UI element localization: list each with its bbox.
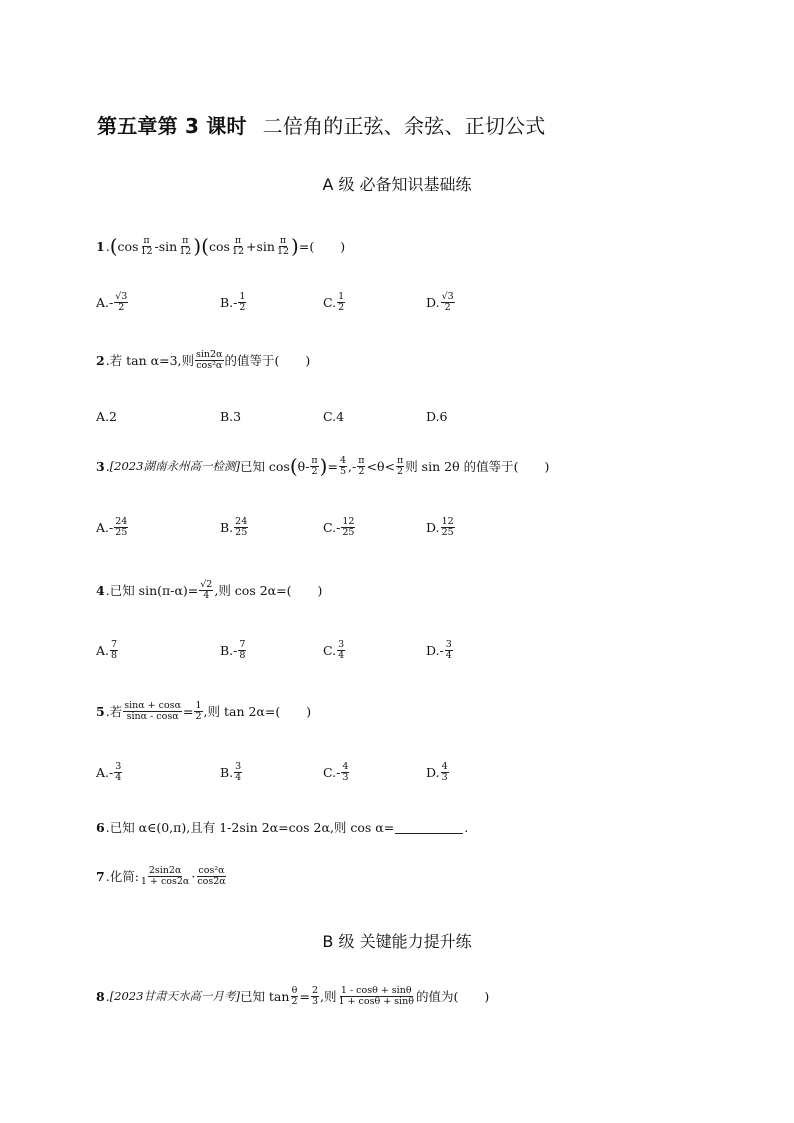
question-number: 6 (96, 819, 105, 835)
answer-blank[interactable] (395, 821, 463, 834)
option-c[interactable]: C. $\frac{3}{4}$ (323, 639, 345, 661)
option-a[interactable]: A.2 (96, 409, 117, 424)
question-7: 7 . 化简: $\frac{2\sin 2\alpha}{1 + \cos 2\alpha}$ · $\frac{\text{cos²α}}{\cos 2\alpha}$ (96, 865, 226, 887)
right-paren: ) (291, 234, 299, 259)
option-d[interactable]: D. $\frac{12}{25}$ (426, 516, 454, 538)
question-4: 4 . 已知 sin(π-α)= $\frac{√2}{4}$ ,则 cos 2α=( ) (96, 579, 323, 601)
option-a[interactable]: A.- $\frac{√3}{2}$ (96, 291, 128, 313)
answer-close: ) (340, 238, 346, 254)
option-d[interactable]: D.- $\frac{3}{4}$ (426, 639, 452, 661)
section-b-heading: B 级 关键能力提升练 (322, 932, 472, 951)
question-source: [2023甘肃天水高一月考] (109, 989, 240, 1004)
cos-text: cos (117, 238, 139, 254)
question-1: 1 . ( cos $\frac{\pi}{12}$ -sin $\frac{\pi}{12}$ ) ( cos $\frac{\pi}{12}$ +sin $\frac{\pi}{12}$ ) =( ) (96, 234, 346, 259)
question-number: 1 (96, 238, 105, 254)
sin-text: +sin (246, 238, 275, 254)
question-number: 4 (96, 582, 105, 598)
question-source: [2023湖南永州高一检测] (109, 459, 240, 474)
option-a[interactable]: A.- $\frac{3}{4}$ (96, 761, 122, 783)
fraction: $\frac{\sin 2\alpha}{\text{cos²α}}$ (196, 349, 223, 371)
sin-text: -sin (154, 238, 178, 254)
question-number: 7 (96, 868, 105, 884)
question-number: 2 (96, 352, 105, 368)
option-b[interactable]: B.- $\frac{1}{2}$ (220, 291, 246, 313)
question-number: 3 (96, 458, 105, 474)
option-d[interactable]: D. $\frac{4}{3}$ (426, 761, 448, 783)
section-a-heading: A 级 必备知识基础练 (322, 175, 472, 194)
option-d[interactable]: D. $\frac{√3}{2}$ (426, 291, 454, 313)
option-c[interactable]: C.4 (323, 409, 345, 424)
option-b[interactable]: B.- $\frac{7}{8}$ (220, 639, 246, 661)
title-main: 第五章第 3 课时 (97, 114, 247, 138)
question-8: 8 . [2023甘肃天水高一月考] 已知 tan $\frac{\theta}{2}$ = $\frac{2}{3}$ ,则 $\frac{1 - \cos\theta + \sin\theta}{1 + \cos\theta + \sin\theta}$ 的值为( ) (96, 985, 490, 1007)
left-paren: ( (201, 234, 209, 259)
right-paren: ) (193, 234, 202, 259)
question-3: 3 . [2023湖南永州高一检测] 已知 cos ( θ- $\frac{\pi}{2}$ ) = $\frac{4}{5}$ ,- $\frac{\pi}{2}$ <θ< $\frac{\pi}{2}$ 则 sin 2θ 的值等于( ) (96, 454, 550, 479)
question-number: 8 (96, 988, 105, 1004)
fraction: $\frac{\pi}{12}$ (276, 235, 290, 257)
question-number: 5 (96, 703, 105, 719)
option-b[interactable]: B.3 (220, 409, 242, 424)
page-title (97, 110, 545, 139)
fraction: $\frac{\pi}{12}$ (140, 235, 153, 257)
option-b[interactable]: B. $\frac{3}{4}$ (220, 761, 242, 783)
question-2: 2 . 若 tan α=3,则 $\frac{\sin 2\alpha}{\text{cos²α}}$ 的值等于( ) (96, 349, 311, 371)
left-paren: ( (109, 234, 118, 259)
fraction: $\frac{\pi}{12}$ (231, 235, 244, 257)
fraction: $\frac{\pi}{12}$ (179, 235, 192, 257)
answer-open: =( (298, 238, 315, 254)
question-5: 5 . 若 $\frac{\sin\alpha + \cos\alpha}{\sin\alpha - \cos\alpha}$ = $\frac{1}{2}$ ,则 tan 2α=( ) (96, 700, 312, 722)
option-c[interactable]: C.- $\frac{4}{3}$ (323, 761, 349, 783)
option-c[interactable]: C.- $\frac{12}{25}$ (323, 516, 355, 538)
option-c[interactable]: C. $\frac{1}{2}$ (323, 291, 345, 313)
title-sub: 二倍角的正弦、余弦、正切公式 (262, 114, 546, 138)
question-6: 6 . 已知 α∈(0,π),且有 1-2sin 2α=cos 2α,则 cos α= . (96, 819, 469, 835)
option-a[interactable]: A.- $\frac{24}{25}$ (96, 516, 128, 538)
option-a[interactable]: A. $\frac{7}{8}$ (96, 639, 118, 661)
option-b[interactable]: B. $\frac{24}{25}$ (220, 516, 248, 538)
option-d[interactable]: D.6 (426, 409, 448, 424)
cos-text: cos (208, 238, 230, 254)
